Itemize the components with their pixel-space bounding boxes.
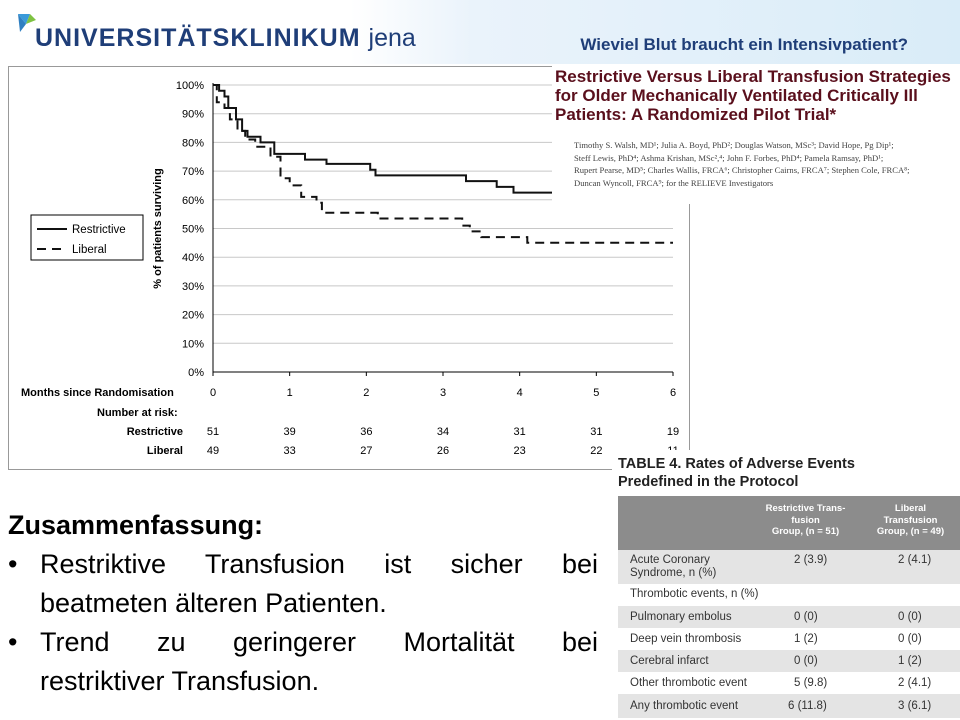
row-label-line: Cerebral infarct [630,655,709,667]
author-line: Duncan Wyncoll, FRCA⁹; for the RELIEVE Investigators [574,177,774,188]
risk-value: 39 [283,426,296,438]
column-header-line: Group, (n = 51) [771,526,840,537]
cell-liberal: 0 (0) [898,611,922,623]
table-row [618,694,960,718]
row-label [630,633,741,646]
row-label-line: Deep vein thrombosis [630,633,742,645]
y-tick-label: 50% [181,223,204,236]
risk-value: 36 [360,426,373,438]
risk-value: 31 [513,426,526,438]
cell-liberal: 3 (6.1) [898,700,932,712]
summary-bullet [8,623,598,701]
summary-bullet [8,545,598,623]
cell-liberal: 0 (0) [898,633,922,645]
risk-value: 19 [666,426,680,438]
slide-header [0,0,960,64]
row-label-line: Pulmonary embolus [630,611,732,623]
table-title-line: TABLE 4. Rates of Adverse Events [618,456,855,472]
x-tick-label: 0 [209,387,217,399]
x-tick-label: 4 [516,387,523,399]
y-tick-label: 30% [181,280,204,293]
row-label [630,655,709,668]
x-tick-label: 2 [363,387,370,399]
cell-restrictive: 0 (0) [794,611,818,623]
y-tick-label: 60% [181,194,204,207]
y-tick-label: 100% [175,80,204,92]
legend-label: Liberal [72,244,107,256]
risk-row-label: Liberal [146,445,183,457]
adverse-events-table [612,450,960,720]
risk-value: 23 [513,445,526,457]
y-axis-label: % of patients surviving [152,168,164,289]
bullet-line: restriktiver Transfusion. [40,666,320,696]
y-tick-label: 20% [181,309,204,322]
risk-value: 33 [283,445,296,457]
row-label-line: Other thrombotic event [630,677,747,689]
table-header [618,496,960,550]
column-header-line: fusion [791,514,820,526]
row-label-line: Acute Coronary [630,554,710,566]
cell-restrictive: 0 (0) [794,655,818,667]
risk-value: 26 [436,445,450,457]
cell-restrictive: 2 (3.9) [794,554,828,566]
x-tick-label: 1 [286,387,293,399]
risk-value: 51 [206,426,220,438]
x-axis-label: Months since Randomisation [21,387,174,399]
paper-title [555,67,959,124]
table-row [618,672,960,694]
bullet-line: Restriktive Transfusion ist sicher bei [40,549,598,579]
cell-restrictive: 6 (11.8) [788,700,827,712]
author-line: Rupert Pearse, MD⁵; Charles Wallis, FRCA⁶; Christopher Cairns, FRCA⁷; Stephen Cole, FRCA⁸; [574,165,910,175]
risk-value: 34 [436,426,450,438]
column-header-line: Group, (n = 49) [876,526,945,537]
column-header-line: Liberal [894,503,927,514]
table-row [618,550,960,584]
row-label [630,554,716,580]
risk-value: 27 [360,445,373,457]
y-tick-label: 0% [188,367,204,379]
y-tick-label: 70% [181,166,204,179]
paper-title-line: for Older Mechanically Ventilated Critically Ill [555,86,918,105]
table-row [618,606,960,628]
column-header-restrictive [758,503,853,538]
risk-value: 49 [206,445,220,457]
paper-title-line: Patients: A Randomized Pilot Trial* [555,105,837,124]
row-label [630,611,732,624]
cell-liberal: 2 (4.1) [898,677,932,689]
author-line: Steff Lewis, PhD⁴; Ashma Krishan, MSc²,⁴; John F. Forbes, PhD⁴; Pamela Ramsay, PhD¹; [574,152,884,163]
slide-title: Wieviel Blut braucht ein Intensivpatient? [580,35,908,54]
bullet-line: Trend zu geringerer Mortalität bei [40,627,598,657]
row-label [630,588,758,601]
bullet-line: beatmeten älteren Patienten. [40,588,387,618]
x-tick-label: 3 [439,387,447,399]
cell-restrictive: 5 (9.8) [794,677,828,689]
y-tick-label: 90% [181,108,204,121]
y-tick-label: 40% [181,252,204,265]
cell-restrictive: 1 (2) [794,633,818,645]
summary-heading: Zusammenfassung: [8,510,264,540]
table-row [618,584,960,606]
row-label-line: Syndrome, n (%) [630,567,717,579]
y-tick-label: 10% [181,338,204,351]
row-label-line: Thrombotic events, n (%) [630,588,759,600]
column-header-line: Transfusion [883,514,938,526]
risk-row-label: Restrictive [126,426,183,438]
paper-title-line: Restrictive Versus Liberal Transfusion Strategies [555,67,951,86]
risk-value: 31 [590,426,603,438]
row-label [630,700,738,713]
y-tick-label: 80% [181,137,204,150]
university-logo-text: UNIVERSITÄTSKLINIKUM jena [35,24,416,52]
paper-header [552,66,960,204]
author-line: Timothy S. Walsh, MD¹; Julia A. Boyd, PhD²; Douglas Watson, MSc³; David Hope, Pg Dip¹; [574,140,894,150]
summary-section [8,506,598,701]
paper-authors [574,139,954,189]
column-header-liberal [863,503,958,538]
x-tick-label: 6 [669,387,677,399]
table-title [618,455,855,491]
row-label-line: Any thrombotic event [630,700,739,712]
row-label [630,677,747,690]
table-title-line: Predefined in the Protocol [618,474,799,490]
column-header-line: Restrictive Trans- [765,503,846,514]
x-tick-label: 5 [593,387,600,399]
risk-value: 22 [590,445,603,457]
cell-liberal: 2 (4.1) [898,554,932,566]
table-row [618,650,960,672]
bullet-dot-icon: • [8,627,18,657]
legend-label: Restrictive [72,224,126,236]
risk-table-label: Number at risk: [97,407,178,419]
bullet-dot-icon: • [8,549,18,579]
cell-liberal: 1 (2) [898,655,922,667]
table-row [618,628,960,650]
